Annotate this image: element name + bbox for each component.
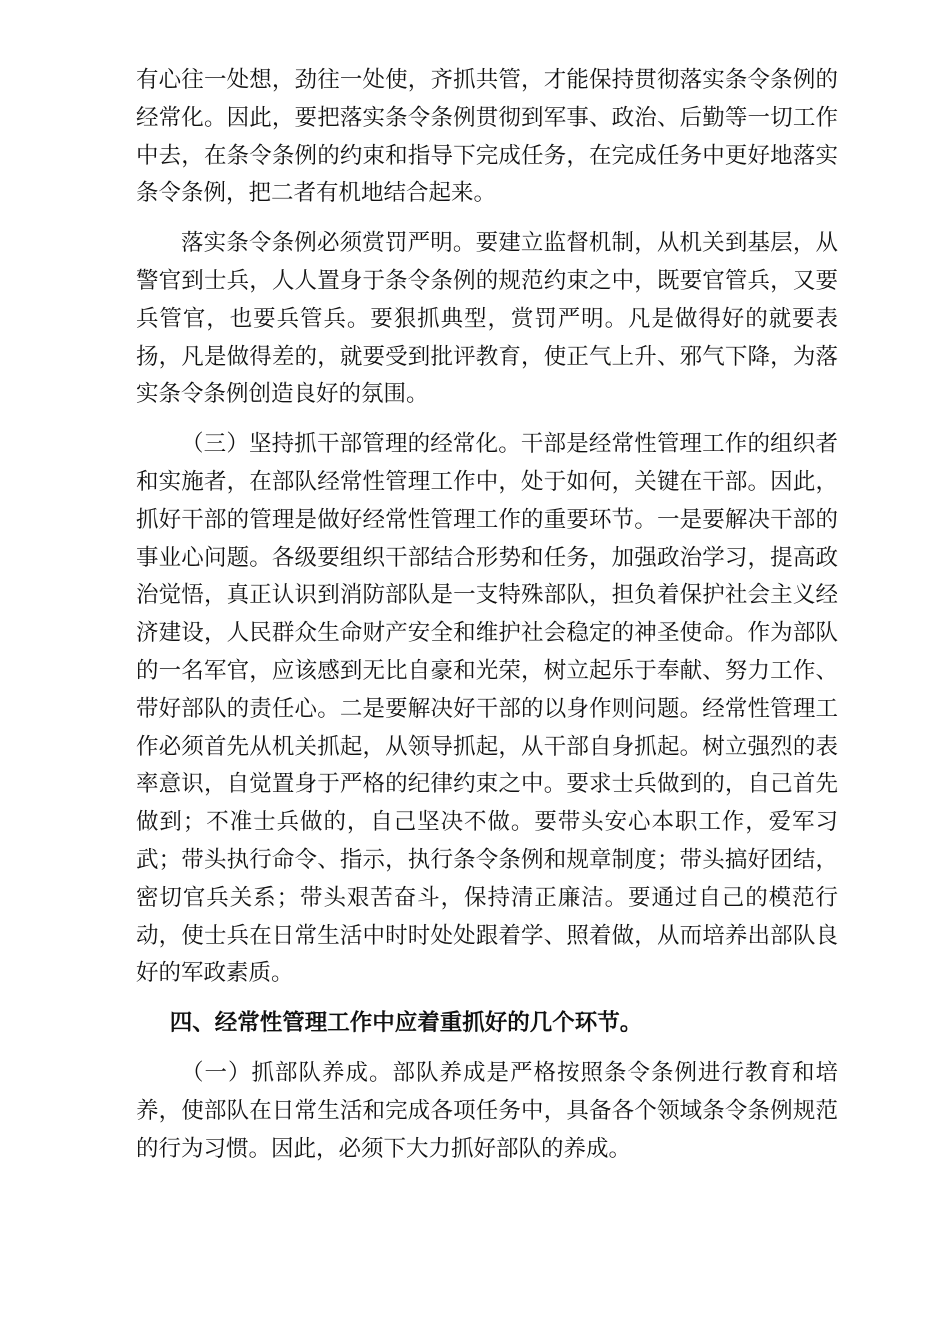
- paragraph-troop-cultivation: （一）抓部队养成。部队养成是严格按照条令条例进行教育和培养，使部队在日常生活和完成各项任务中，具备各个领域条令条例规范的行为习惯。因此，必须下大力抓好部队的养成。: [136, 1059, 838, 1162]
- paragraph-rewards-punishments: 落实条令条例必须赏罚严明。要建立监督机制，从机关到基层，从警官到士兵，人人置身于条令条例的规范约束之中，既要官管兵，又要兵管官，也要兵管兵。要狠抓典型，赏罚严明。凡是做得好的就要表扬，凡是做得差的，就要受到批评教育，使正气上升、邪气下降，为落实条令条例创造良好的氛围。: [136, 230, 838, 408]
- document-body: [136, 62, 838, 1180]
- section-heading: 四、经常性管理工作中应着重抓好的几个环节。: [169, 1010, 643, 1037]
- paragraph-cadre-management: （三）坚持抓干部管理的经常化。干部是经常性管理工作的组织者和实施者，在部队经常性管理工作中，处于如何，关键在干部。因此，抓好干部的管理是做好经常性管理工作的重要环节。一是要解决干部的事业心问题。各级要组织干部结合形势和任务，加强政治学习，提高政治觉悟，真正认识到消防部队是一支特殊部队，担负着保护社会主义经济建设，人民群众生命财产安全和维护社会稳定的神圣使命。作为部队的一名军官，应该感到无比自豪和光荣，树立起乐于奉献、努力工作、带好部队的责任心。二是要解决好干部的以身作则问题。经常性管理工作必须首先从机关抓起，从领导抓起，从干部自身抓起。树立强烈的表率意识，自觉置身于严格的纪律约束之中。要求士兵做到的，自己首先做到；不准士兵做的，自己坚决不做。要带头安心本职工作，爱军习武；带头执行命令、指示，执行条令条例和规章制度；带头搞好团结，密切官兵关系；带头艰苦奋斗，保持清正廉洁。要通过自己的模范行动，使士兵在日常生活中时时处处跟着学、照着做，从而培养出部队良好的军政素质。: [136, 431, 838, 987]
- paragraph-continuation: 有心往一处想，劲往一处使，齐抓共管，才能保持贯彻落实条令条例的经常化。因此，要把落实条令条例贯彻到军事、政治、后勤等一切工作中去，在条令条例的约束和指导下完成任务，在完成任务中更好地落实条令条例，把二者有机地结合起来。: [136, 67, 838, 207]
